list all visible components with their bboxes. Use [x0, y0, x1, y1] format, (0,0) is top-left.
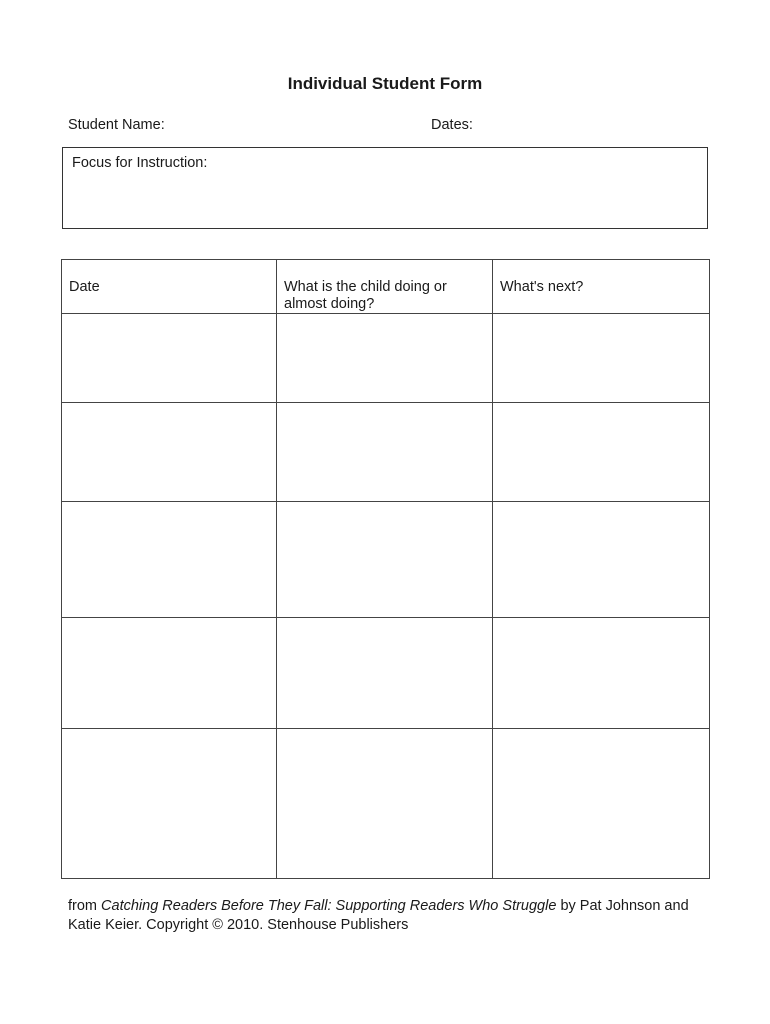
observation-table — [61, 259, 710, 879]
header-child-doing-label: What is the child doing or almost doing? — [284, 279, 447, 312]
header-whats-next — [493, 260, 710, 314]
table-cell-child-doing[interactable] — [277, 403, 493, 502]
form-title: Individual Student Form — [287, 74, 483, 93]
table-cell-date[interactable] — [62, 403, 277, 502]
citation-prefix: from — [68, 898, 102, 914]
table-row — [62, 729, 710, 879]
table-cell-child-doing[interactable] — [277, 314, 493, 403]
citation-book-title: Catching Readers Before They Fall: Supporting Readers Who Struggle — [101, 898, 557, 914]
table-cell-date[interactable] — [62, 618, 277, 729]
table-row — [62, 314, 710, 403]
table-cell-child-doing[interactable] — [277, 618, 493, 729]
table-cell-whats-next[interactable] — [493, 729, 710, 879]
focus-for-instruction-box[interactable] — [62, 147, 708, 229]
focus-for-instruction-label: Focus for Instruction: — [72, 155, 208, 171]
table-row — [62, 502, 710, 618]
table-cell-date[interactable] — [62, 502, 277, 618]
table-cell-whats-next[interactable] — [493, 502, 710, 618]
table-row — [62, 403, 710, 502]
table-cell-child-doing[interactable] — [277, 502, 493, 618]
citation-suffix: by Pat Johnson and Katie Keier. Copyright © 2010. Stenhouse Publishers — [68, 898, 689, 933]
table-header-row — [62, 260, 710, 314]
citation-footer — [68, 897, 708, 935]
table-cell-whats-next[interactable] — [493, 618, 710, 729]
header-date — [62, 260, 277, 314]
student-name-label: Student Name: — [68, 117, 165, 133]
table-cell-date[interactable] — [62, 729, 277, 879]
table-cell-date[interactable] — [62, 314, 277, 403]
header-whats-next-label: What's next? — [500, 279, 584, 295]
table-cell-child-doing[interactable] — [277, 729, 493, 879]
header-child-doing — [277, 260, 493, 314]
header-date-label: Date — [69, 279, 100, 295]
dates-label: Dates: — [431, 117, 473, 133]
table-cell-whats-next[interactable] — [493, 314, 710, 403]
table-row — [62, 618, 710, 729]
table-cell-whats-next[interactable] — [493, 403, 710, 502]
